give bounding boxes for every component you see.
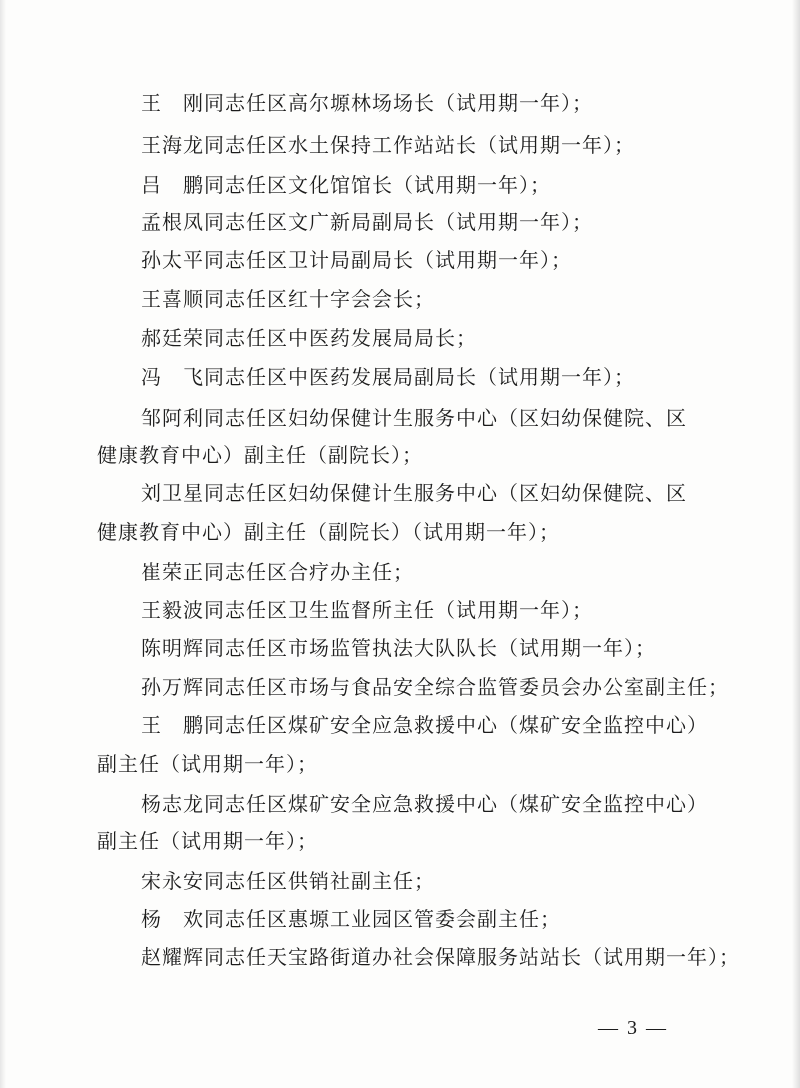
appointment-line: 孙太平同志任区卫计局副局长（试用期一年）； <box>141 248 572 272</box>
appointment-line-continuation: 健康教育中心）副主任（副院长）； <box>97 443 423 467</box>
appointment-line: 杨志龙同志任区煤矿安全应急救援中心（煤矿安全监控中心） <box>141 792 708 816</box>
appointment-line: 王海龙同志任区水土保持工作站站长（试用期一年）； <box>141 133 635 157</box>
appointment-line: 邹阿利同志任区妇幼保健计生服务中心（区妇幼保健院、区 <box>141 406 687 430</box>
appointment-line: 冯 飞同志任区中医药发展局副局长（试用期一年）； <box>141 365 635 389</box>
page-number: — 3 — <box>598 1017 668 1039</box>
appointment-line-continuation: 副主任（试用期一年）； <box>97 752 318 776</box>
appointment-line: 王 刚同志任区高尔塬林场场长（试用期一年）； <box>141 91 593 115</box>
appointment-line: 吕 鹏同志任区文化馆馆长（试用期一年）； <box>141 173 551 197</box>
appointment-line-continuation: 副主任（试用期一年）； <box>97 829 318 853</box>
appointment-line: 王喜顺同志任区红十字会会长； <box>141 287 435 311</box>
scan-shadow-left <box>0 0 6 1088</box>
appointment-line: 赵耀辉同志任天宝路街道办社会保障服务站站长（试用期一年）； <box>141 945 740 969</box>
appointment-line: 孟根凤同志任区文广新局副局长（试用期一年）； <box>141 210 593 234</box>
appointment-line: 王毅波同志任区卫生监督所主任（试用期一年）； <box>141 598 593 622</box>
appointment-line: 陈明辉同志任区市场监管执法大队队长（试用期一年）； <box>141 636 656 660</box>
appointment-line-continuation: 健康教育中心）副主任（副院长）（试用期一年）； <box>97 520 560 544</box>
appointment-line: 孙万辉同志任区市场与食品安全综合监管委员会办公室副主任； <box>141 675 729 699</box>
appointment-line: 杨 欢同志任区惠塬工业园区管委会副主任； <box>141 907 561 931</box>
appointment-line: 王 鹏同志任区煤矿安全应急救援中心（煤矿安全监控中心） <box>141 713 708 737</box>
appointment-line: 刘卫星同志任区妇幼保健计生服务中心（区妇幼保健院、区 <box>141 481 687 505</box>
appointment-line: 郝廷荣同志任区中医药发展局局长； <box>141 326 477 350</box>
appointment-line: 宋永安同志任区供销社副主任； <box>141 869 435 893</box>
appointment-line: 崔荣正同志任区合疗办主任； <box>141 560 414 584</box>
scan-shadow-right <box>792 0 800 1088</box>
